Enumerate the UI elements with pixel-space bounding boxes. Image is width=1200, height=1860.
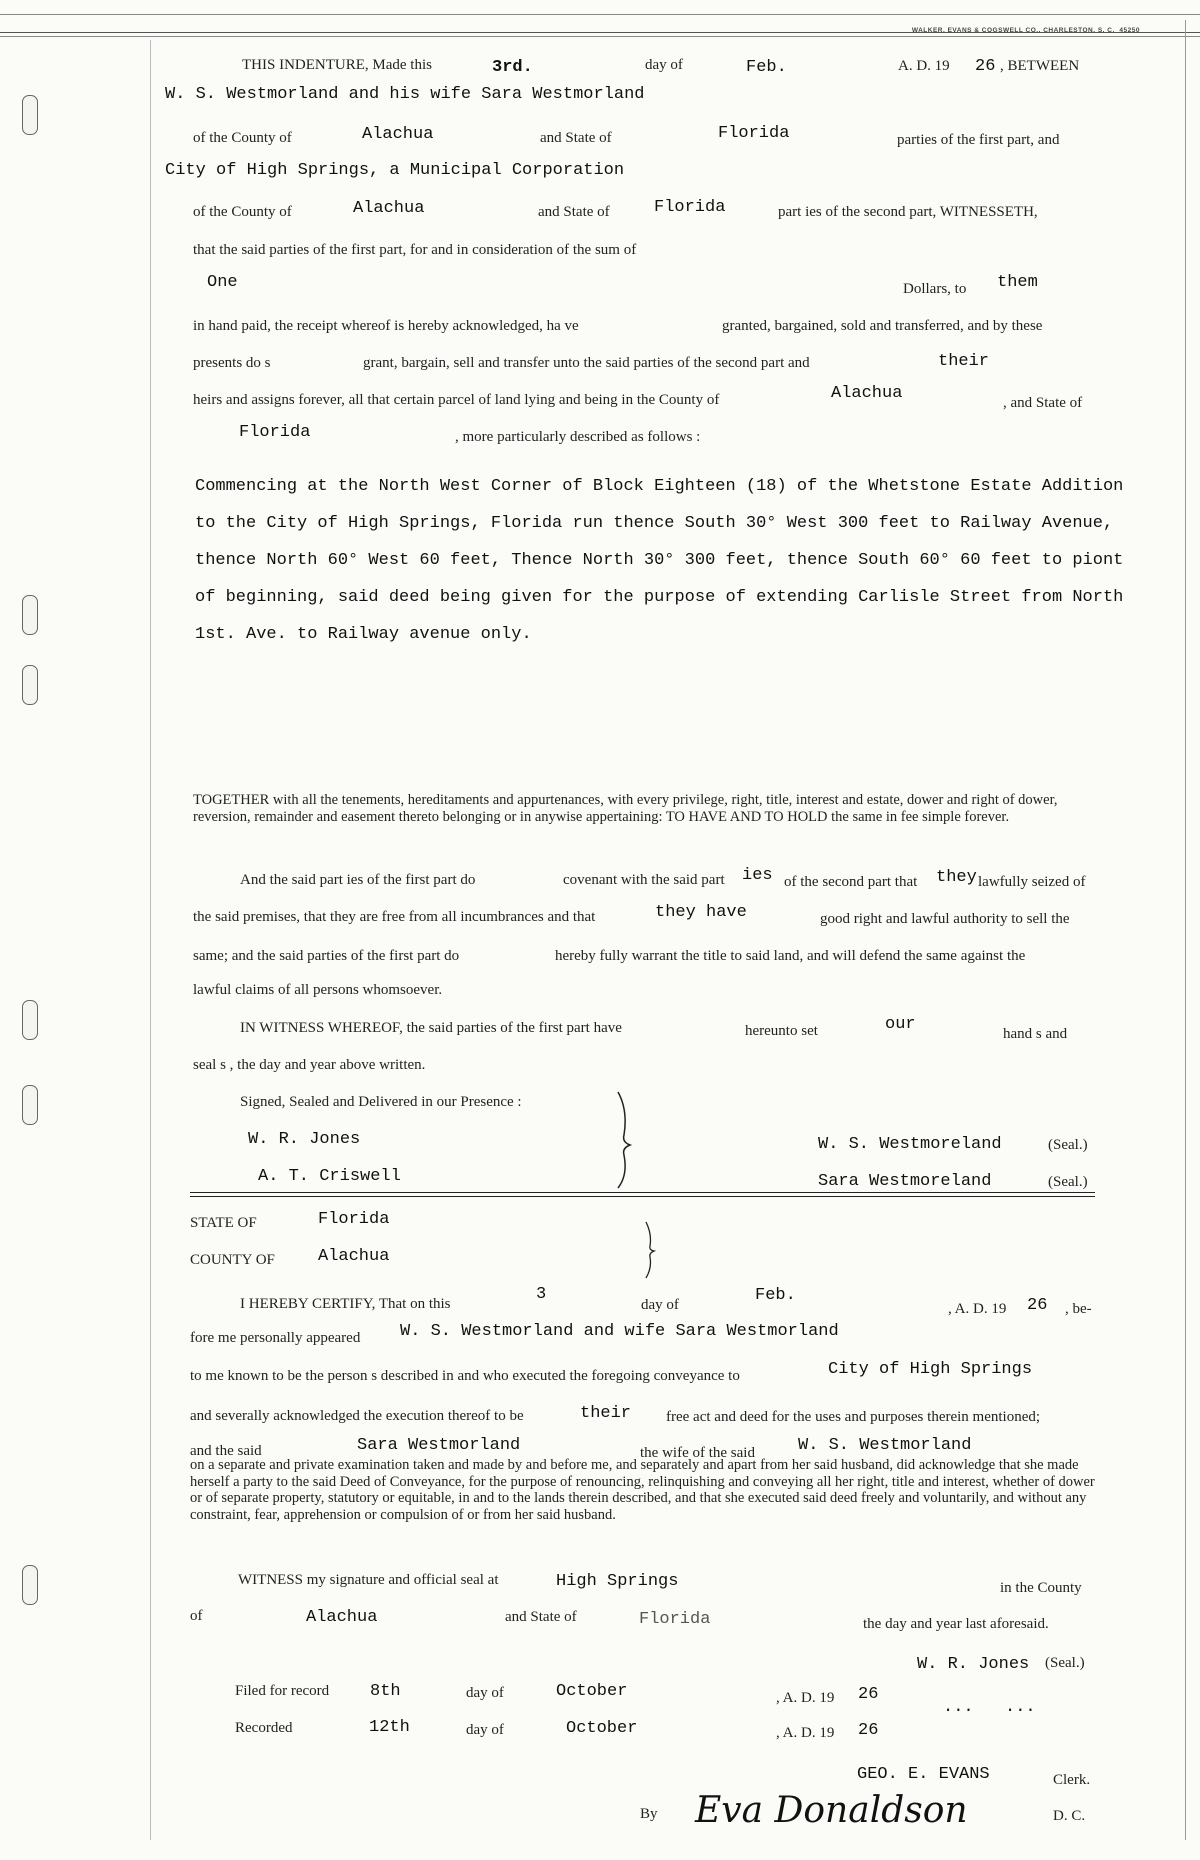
covenant-ies: ies [742,866,773,885]
printer-name: WALKER, EVANS & COGSWELL CO., CHARLESTON, S. C. [911,27,1115,34]
officer-seal: (Seal.) [1045,1655,1085,1671]
free-act-text: free act and deed for the uses and purposes therein mentioned; [666,1409,1041,1425]
covenant-text-b: covenant with the said part [563,872,725,888]
grant-sell-text: grant, bargain, sell and transfer unto the said parties of the second part and [363,355,810,371]
state-2: Florida [654,198,726,217]
binder-hole [22,595,38,635]
covenant-text-c: of the second part that [784,874,918,890]
and-state-of-label: , and State of [1003,395,1083,411]
ack-state-2: Florida [639,1610,711,1629]
husband-name: W. S. Westmorland [798,1436,972,1455]
binder-hole [22,1085,38,1125]
dollars-to-label: Dollars, to [903,281,967,297]
filed-day-of: day of [466,1685,504,1701]
premises-text: the said premises, that they are free from all incumbrances and that [193,909,596,925]
lawful-claims-text: lawful claims of all persons whomsoever. [193,982,443,998]
left-margin-rule [150,40,151,1840]
witness-2: A. T. Criswell [258,1167,401,1186]
and-state-label: and State of [540,130,612,146]
right-margin-rule [1185,20,1186,1840]
state-3: Florida [239,423,311,442]
filed-ad: , A. D. 19 [776,1690,835,1706]
known-text: to me known to be the person s described in and who executed the foregoing conveyance to [190,1368,740,1384]
top-rule [0,14,1200,15]
brace-2 [640,1220,660,1280]
signed-text: Signed, Sealed and Delivered in our Presence : [240,1094,522,1110]
county-3: Alachua [831,384,903,403]
signer-2: Sara Westmoreland [818,1172,992,1191]
top-rule-3 [0,36,1200,37]
of-county-label-2: of the County of [193,204,292,220]
in-witness-text: IN WITNESS WHEREOF, the said parties of the first part have [240,1020,622,1036]
parties-first-label: parties of the first part, and [897,132,1060,148]
binder-hole [22,1000,38,1040]
signer-1: W. S. Westmoreland [818,1135,1002,1154]
in-county-text: in the County [1000,1580,1082,1596]
our: our [885,1015,916,1034]
separate-examination: on a separate and private examination taken and made by and before me, and separately and apart from her said husband, did acknowledge that she made herself a party to the said Deed of Conveyance, for the purpose of renouncing, relinquishing and conveying all her right, title and interest, whether of dower or of separate property, statutory or equitable, in and to the lands therein described, and that she executed said deed freely and voluntarily, and without any constraint, fear, apprehension or compulsion of or from her said husband. [190,1457,1095,1523]
seal-label-1: (Seal.) [1048,1137,1088,1153]
county-2: Alachua [353,199,425,218]
deputy-signature: Eva Donaldson [695,1790,968,1831]
to-whom: them [997,273,1038,292]
fore-text: fore me personally appeared [190,1330,361,1346]
wife-of-text: the wife of the said [640,1445,755,1461]
recorded-day-of: day of [466,1722,504,1738]
ack-month: Feb. [755,1286,796,1305]
and-said-text: and the said [190,1443,262,1459]
state-label: STATE OF [190,1215,257,1231]
filed-day: 8th [370,1682,401,1701]
heirs-text: heirs and assigns forever, all that certain parcel of land lying and being in the County of [193,392,720,408]
same-text: same; and the said parties of the first part do [193,948,460,964]
printer-imprint [912,27,1140,34]
clerk-name: GEO. E. EVANS [857,1765,990,1784]
covenant-they: they [936,868,977,887]
recorded-label: Recorded [235,1720,293,1736]
described-text: , more particularly described as follows : [455,429,701,445]
ack-day: 3 [536,1285,547,1304]
ack-be: , be- [1065,1301,1092,1317]
form-number: 45250 [1119,27,1140,34]
and-state-label-2: and State of [538,204,610,220]
ack-their: their [580,1404,632,1423]
recorded-ad: , A. D. 19 [776,1725,835,1741]
deed-day: 3rd. [492,58,533,77]
warrant-text: hereby fully warrant the title to said land, and will defend the same against the [555,948,1026,964]
parties-second-label: part ies of the second part, WITNESSETH, [778,204,1038,220]
good-right-text: good right and lawful authority to sell the [820,911,1070,927]
together-clause: TOGETHER with all the tenements, hereditaments and appurtenances, with every privilege, right, title, interest and estate, dower and right of dower, reversion, remainder and easement thereto belonging or in anywise appertaining: TO HAVE AND TO HOLD the same in fee simple forever. [193,792,1058,825]
recorded-day: 12th [369,1718,410,1737]
their-1: their [938,352,990,371]
witness-1: W. R. Jones [248,1130,361,1149]
section-divider [190,1192,1095,1193]
dc-label: D. C. [1053,1808,1086,1824]
witness-signature-text: WITNESS my signature and official seal at [238,1572,499,1588]
dots-1: ... [943,1698,974,1717]
conveyee: City of High Springs [828,1360,1033,1379]
of-county-label: of the County of [193,130,292,146]
ack-state: Florida [318,1210,390,1229]
legal-description: Commencing at the North West Corner of Block Eighteen (18) of the Whetstone Estate Addition to the City of High Springs, Florida run thence South 30° West 300 feet to Railway Avenue, thence North 60° West 60 feet, Thence North 30° 300 feet, thence South 60° 60 feet to piont of beginning, said deed being given for the purpose of extending Carlisle Street from North 1st. Ave. to Railway avenue only. [195,477,1124,644]
clerk-label: Clerk. [1053,1772,1091,1788]
seal-text: seal s , the day and year above written. [193,1057,426,1073]
filed-label: Filed for record [235,1683,330,1699]
severally-text: and severally acknowledged the execution thereof to be [190,1408,524,1424]
deed-month: Feb. [746,58,787,77]
brace [610,1090,640,1190]
hand-text: hand s and [1003,1026,1068,1042]
recorded-year: 26 [858,1721,879,1740]
ack-day-of: day of [641,1297,679,1313]
they-have: they have [655,903,747,922]
recorded-month: October [566,1719,638,1738]
ad-label: A. D. 19 [898,58,950,74]
filed-month: October [556,1682,628,1701]
binder-hole [22,665,38,705]
binder-hole [22,1565,38,1605]
receipt-text: in hand paid, the receipt whereof is hereby acknowledged, ha ve [193,318,579,334]
sum: One [207,273,238,292]
dots-2: ... [1005,1698,1036,1717]
ack-ad: , A. D. 19 [948,1301,1007,1317]
of-text: of [190,1608,203,1624]
deed-year: 26 [975,57,996,76]
state-1: Florida [718,124,790,143]
last-aforesaid-text: the day and year last aforesaid. [863,1616,1049,1632]
officer-name: W. R. Jones [917,1655,1030,1674]
hereunto-text: hereunto set [745,1023,818,1039]
grantors: W. S. Westmorland and his wife Sara Westmorland [165,85,645,104]
ack-and-state: and State of [505,1609,577,1625]
filed-year: 26 [858,1685,879,1704]
section-divider-2 [190,1196,1095,1197]
county-1: Alachua [362,125,434,144]
appeared-names: W. S. Westmorland and wife Sara Westmorland [400,1322,839,1341]
presents-text: presents do s [193,355,271,371]
granted-text: granted, bargained, sold and transferred, and by these [722,318,1043,334]
ack-county-2: Alachua [306,1608,378,1627]
covenant-text-a: And the said part ies of the first part do [240,872,476,888]
grantee: City of High Springs, a Municipal Corporation [165,161,625,180]
ack-year: 26 [1027,1296,1048,1315]
by-label: By [640,1806,658,1822]
seal-label-2: (Seal.) [1048,1174,1088,1190]
day-of-label: day of [645,57,683,73]
covenant-text-d: lawfully seized of [978,874,1086,890]
consideration-text: that the said parties of the first part, for and in consideration of the sum of [193,242,637,258]
place: High Springs [556,1572,679,1591]
county-label: COUNTY OF [190,1252,275,1268]
between-label: , BETWEEN [1000,58,1080,74]
binder-hole [22,95,38,135]
ack-county: Alachua [318,1247,390,1266]
intro-text: THIS INDENTURE, Made this [242,57,432,73]
wife-name: Sara Westmorland [357,1436,521,1455]
certify-text: I HEREBY CERTIFY, That on this [240,1296,451,1312]
